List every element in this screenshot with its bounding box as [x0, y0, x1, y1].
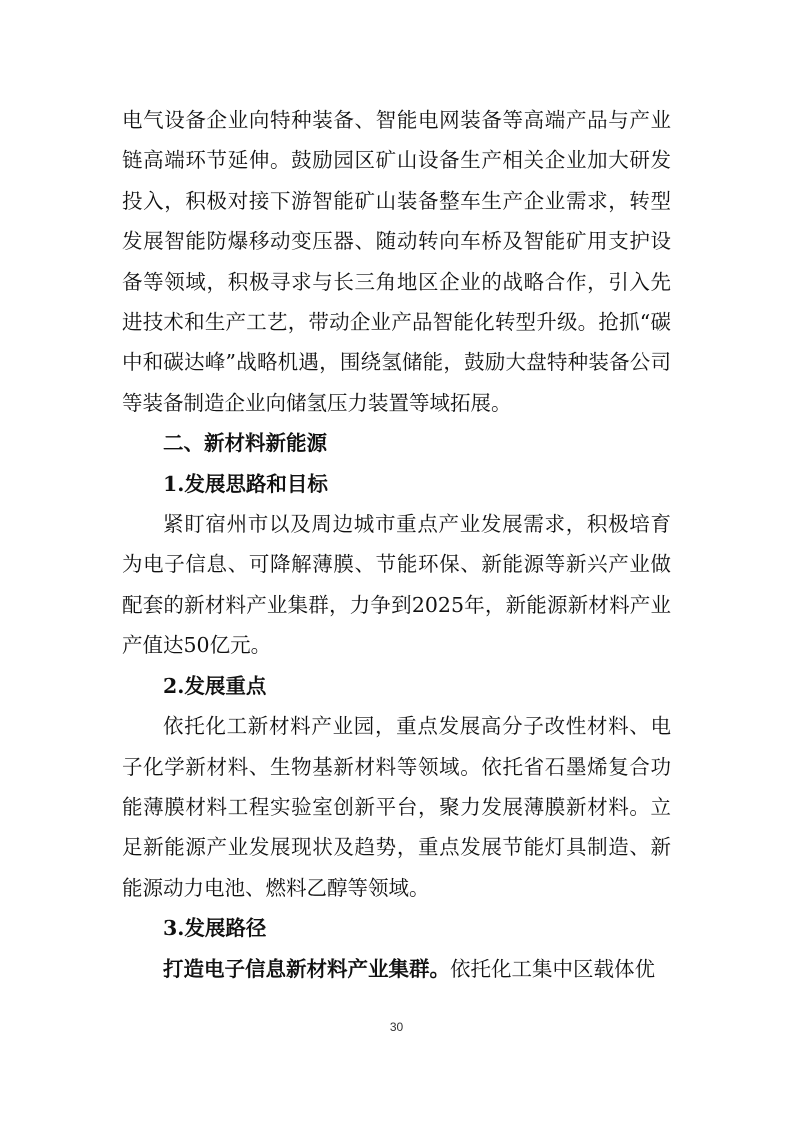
- paragraph-development-path: [122, 949, 671, 989]
- paragraph-body-text: 依托化工集中区载体优: [450, 956, 655, 981]
- subheading-development-path: 3.发展路径: [163, 916, 267, 941]
- paragraph-development-goals: 紧盯宿州市以及周边城市重点产业发展需求，积极培育为电子信息、可降解薄膜、节能环保、新能源等新兴产业做配套的新材料产业集群，力争到2025年，新能源新材料产业产值达50亿元。: [122, 512, 671, 658]
- body-text: [122, 100, 671, 989]
- page-number: 30: [389, 1020, 404, 1034]
- paragraph-equipment-extension: 电气设备企业向特种装备、智能电网装备等高端产品与产业链高端环节延伸。鼓励园区矿山设备生产相关企业加大研发投入，积极对接下游智能矿山装备整车生产企业需求，转型发展智能防爆移动变压器、随动转向车桥及智能矿用支护设备等领域，积极寻求与长三角地区企业的战略合作，引入先进技术和生产工艺，带动企业产品智能化转型升级。抢抓“碳中和碳达峰”战略机遇，围绕氢储能，鼓励大盘特种装备公司等装备制造企业向储氢压力装置等域拓展。: [122, 108, 671, 415]
- paragraph-development-focus: 依托化工新材料产业园，重点发展高分子改性材料、电子化学新材料、生物基新材料等领域。依托省石墨烯复合功能薄膜材料工程实验室创新平台，聚力发展薄膜新材料。立足新能源产业发展现状及趋势，重点发展节能灯具制造、新能源动力电池、燃料乙醇等领域。: [122, 714, 671, 900]
- subheading-development-focus: 2.发展重点: [163, 673, 267, 698]
- section-heading-new-materials-energy: 二、新材料新能源: [163, 431, 327, 456]
- subheading-development-goals: 1.发展思路和目标: [163, 471, 328, 496]
- paragraph-lead-text: 打造电子信息新材料产业集群。: [163, 956, 450, 981]
